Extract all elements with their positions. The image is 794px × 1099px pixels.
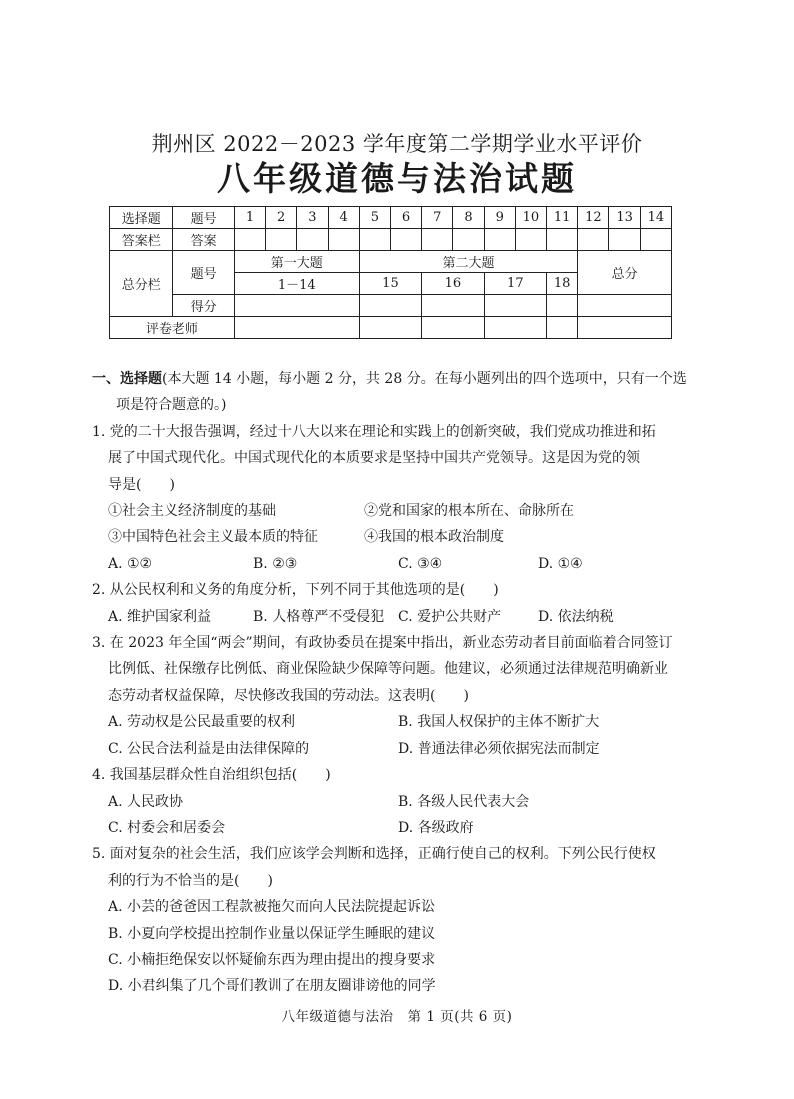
score-cell[interactable] [422, 295, 484, 317]
table-row-parts [110, 251, 672, 273]
option-c[interactable]: C. 公民合法利益是由法律保障的 [108, 740, 310, 757]
option-a[interactable]: A. 小芸的爸爸因工程款被拖欠而向人民法院提起诉讼 [108, 899, 436, 916]
score-cell[interactable] [359, 295, 421, 317]
table-row-scores [110, 295, 672, 317]
answer-cell[interactable] [390, 229, 421, 251]
answer-cell[interactable] [640, 229, 671, 251]
option-b[interactable]: B. 我国人权保护的主体不断扩大 [398, 714, 600, 731]
option-d[interactable]: D. 依法纳税 [538, 608, 614, 625]
option-c[interactable]: C. 小楠拒绝保安以怀疑偷东西为理由提出的搜身要求 [108, 951, 436, 968]
option-b[interactable]: B. 各级人民代表大会 [398, 793, 530, 810]
question-3-text: 3. 在 2023 年全国“两会”期间，有政协委员在提案中指出，新业态劳动者目前面临着合同签订 [92, 635, 673, 652]
score-cell[interactable] [547, 295, 578, 317]
question-18: 18 [547, 273, 578, 295]
part1-range: 1－14 [234, 273, 359, 295]
answer-cell[interactable] [484, 229, 515, 251]
answer-area-label: 答案栏 [110, 229, 173, 251]
grader-cell[interactable] [578, 317, 672, 339]
total-area-label: 总分栏 [110, 251, 173, 317]
grader-label: 评卷老师 [110, 317, 235, 339]
question-number: 5 [359, 207, 390, 229]
table-row-grader [110, 317, 672, 339]
grader-cell[interactable] [547, 317, 578, 339]
score-cell[interactable] [578, 295, 672, 317]
choice-label: 选择题 [110, 207, 173, 229]
question-1-options [92, 551, 712, 577]
grader-cell[interactable] [234, 317, 359, 339]
question-3-text-cont: 态劳动者权益保障，尽快修改我国的劳动法。这表明( ) [108, 687, 469, 704]
answer-cell[interactable] [328, 229, 359, 251]
question-1-text: 1. 党的二十大报告强调，经过十八大以来在理论和实践上的创新突破，我们党成功推进和拓 [92, 423, 656, 440]
option-c[interactable]: C. 爱护公共财产 [398, 608, 502, 625]
question-number: 1 [234, 207, 265, 229]
answer-cell[interactable] [297, 229, 328, 251]
option-a[interactable]: A. 人民政协 [108, 793, 184, 810]
option-d[interactable]: D. 小君纠集了几个哥们教训了在朋友圈诽谤他的同学 [108, 978, 436, 995]
option-d[interactable]: D. 普通法律必须依据宪法而制定 [398, 740, 600, 757]
questions-body [92, 366, 712, 1000]
answer-cell[interactable] [547, 229, 578, 251]
question-number: 13 [609, 207, 640, 229]
question-number: 6 [390, 207, 421, 229]
question-number: 4 [328, 207, 359, 229]
exam-title-line1: 荆州区 2022－2023 学年度第二学期学业水平评价 [151, 132, 643, 156]
option-b[interactable]: B. 人格尊严不受侵犯 [253, 608, 385, 625]
question-1-statements [92, 524, 712, 550]
question-4-options [92, 789, 712, 815]
option-b[interactable]: B. 小夏向学校提出控制作业量以保证学生睡眠的建议 [108, 925, 436, 942]
section-title: 一、选择题 [92, 371, 162, 387]
statement-3: ③中国特色社会主义最本质的特征 [108, 529, 318, 546]
table-row-question-numbers [110, 207, 672, 229]
section-heading [92, 366, 712, 392]
grader-cell[interactable] [359, 317, 421, 339]
question-3-text-cont: 比例低、社保缴存比例低、商业保险缺少保障等问题。他建议，必须通过法律规范明确新业 [108, 661, 668, 678]
option-b[interactable]: B. ②③ [253, 555, 298, 572]
option-c[interactable]: C. ③④ [398, 555, 443, 572]
question-1-statements [92, 498, 712, 524]
option-a[interactable]: A. 劳动权是公民最重要的权利 [108, 714, 296, 731]
score-cell[interactable] [234, 295, 359, 317]
option-a[interactable]: A. ①② [108, 555, 153, 572]
answer-cell[interactable] [453, 229, 484, 251]
question-3-options [92, 736, 712, 762]
statement-1: ①社会主义经济制度的基础 [108, 503, 276, 520]
question-number: 8 [453, 207, 484, 229]
grader-cell[interactable] [484, 317, 546, 339]
score-cell[interactable] [484, 295, 546, 317]
question-number: 9 [484, 207, 515, 229]
exam-title-line2: 八年级道德与法治试题 [217, 159, 577, 198]
grader-cell[interactable] [422, 317, 484, 339]
question-2-text: 2. 从公民权利和义务的角度分析，下列不同于其他选项的是( ) [92, 582, 499, 599]
question-no-label: 题号 [173, 251, 234, 295]
answer-cell[interactable] [234, 229, 265, 251]
question-1-text-cont: 展了中国式现代化。中国式现代化的本质要求是坚持中国共产党领导。这是因为党的领 [108, 450, 640, 467]
statement-2: ②党和国家的根本所在、命脉所在 [364, 503, 574, 520]
question-number: 10 [515, 207, 546, 229]
statement-4: ④我国的根本政治制度 [364, 529, 504, 546]
answer-cell[interactable] [578, 229, 609, 251]
score-table [109, 206, 672, 339]
question-number: 11 [547, 207, 578, 229]
question-5-text: 5. 面对复杂的社会生活，我们应该学会判断和选择，正确行使自己的权利。下列公民行使权 [92, 846, 656, 863]
question-number: 2 [266, 207, 297, 229]
question-16: 16 [422, 273, 484, 295]
question-4-text: 4. 我国基层群众性自治组织包括( ) [92, 767, 331, 784]
question-number: 7 [422, 207, 453, 229]
section-description: (本大题 14 小题，每小题 2 分，共 28 分。在每小题列出的四个选项中，只有一个选 [162, 371, 687, 387]
option-c[interactable]: C. 村委会和居委会 [108, 819, 226, 836]
question-no-label: 题号 [173, 207, 234, 229]
answer-cell[interactable] [422, 229, 453, 251]
answer-cell[interactable] [266, 229, 297, 251]
answer-cell[interactable] [359, 229, 390, 251]
question-3-options [92, 709, 712, 735]
score-label: 得分 [173, 295, 234, 317]
question-2-options [92, 604, 712, 630]
question-4-options [92, 815, 712, 841]
section-description-cont: 项是符合题意的。) [116, 397, 227, 414]
question-number: 12 [578, 207, 609, 229]
option-d[interactable]: D. 各级政府 [398, 819, 474, 836]
answer-cell[interactable] [609, 229, 640, 251]
table-row-answers [110, 229, 672, 251]
answer-cell-label: 答案 [173, 229, 234, 251]
question-1-text-cont: 导是( ) [108, 476, 175, 493]
question-15: 15 [359, 273, 421, 295]
option-a[interactable]: A. 维护国家利益 [108, 608, 212, 625]
question-5-text-cont: 利的行为不恰当的是( ) [108, 872, 273, 889]
answer-cell[interactable] [515, 229, 546, 251]
total-score-header: 总分 [578, 251, 672, 295]
part1-header: 第一大题 [234, 251, 359, 273]
question-number: 14 [640, 207, 671, 229]
question-17: 17 [484, 273, 546, 295]
page-footer: 八年级道德与法治 第 1 页(共 6 页) [281, 1009, 513, 1025]
part2-header: 第二大题 [359, 251, 578, 273]
question-number: 3 [297, 207, 328, 229]
option-d[interactable]: D. ①④ [538, 555, 583, 572]
